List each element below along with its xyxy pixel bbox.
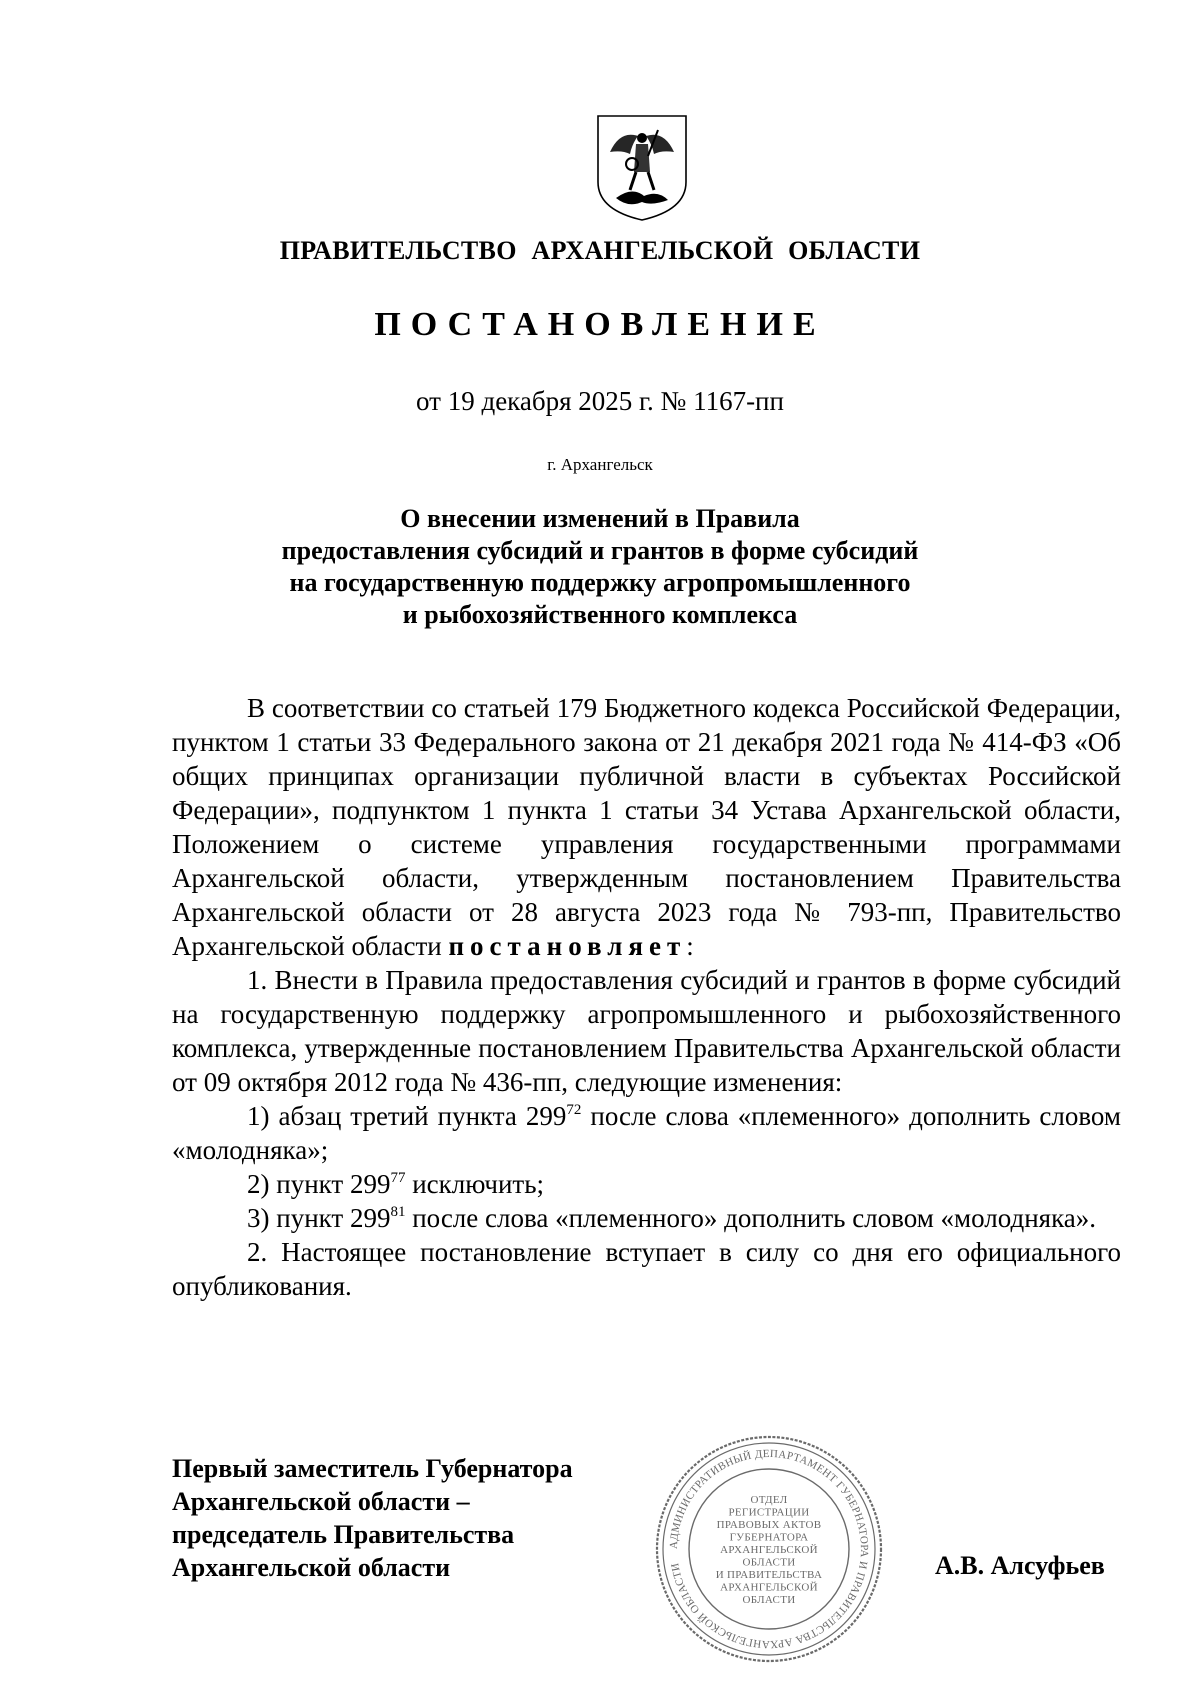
- subitem-3-rest: после слова «племенного» дополнить словом «молодняка».: [405, 1203, 1097, 1233]
- signatory-name: А.В. Алсуфьев: [935, 1551, 1105, 1580]
- subject-line: на государственную поддержку агропромышленного: [289, 568, 911, 597]
- subitem-1-superscript: 72: [566, 1102, 582, 1118]
- document-subject: [0, 503, 1200, 631]
- official-seal-stamp: [652, 1432, 886, 1666]
- subitem-3-superscript: 81: [390, 1204, 406, 1220]
- seal-center-line: АРХАНГЕЛЬСКОЙ: [720, 1581, 818, 1594]
- signatory-title-line: Архангельской области: [172, 1553, 451, 1582]
- resolves-colon: :: [686, 931, 694, 961]
- seal-center-text: [716, 1494, 823, 1606]
- signatory-title-line: председатель Правительства: [172, 1520, 515, 1549]
- subitem-1-paragraph: [172, 1099, 1121, 1167]
- seal-center-line: ОБЛАСТИ: [742, 1594, 796, 1606]
- document-date-number: от 19 декабря 2025 г. № 1167-пп: [416, 386, 784, 416]
- resolves-word: постановляет: [448, 931, 687, 961]
- preamble-paragraph: [172, 691, 1121, 963]
- preamble-text: В соответствии со статьей 179 Бюджетного кодекса Российской Федерации, пунктом 1 статьи 33 Федерального закона от 21 декабря 2021 года № 414-ФЗ «Об общих принципах организации публичной власти в субъектах Российской Федерации», подпунктом 1 пункта 1 статьи 34 Устава Архангельской области, Положением о системе управления государственными программами Архангельской области, утвержденным постановлением Правительства Архангельской области от 28 августа 2023 года № 793-пп, Правительство Архангельской области: [172, 693, 1121, 961]
- subject-line: предоставления субсидий и грантов в форме субсидий: [281, 536, 919, 565]
- seal-center-line: ГУБЕРНАТОРА: [729, 1531, 809, 1544]
- subitem-3-text: 3) пункт 299: [247, 1203, 391, 1233]
- subitem-2-paragraph: [172, 1167, 1121, 1201]
- subitem-2-text: 2) пункт 299: [247, 1169, 391, 1199]
- document-type: ПОСТАНОВЛЕНИЕ: [374, 306, 826, 343]
- seal-center-line: ОБЛАСТИ: [742, 1556, 796, 1569]
- signatory-title-line: Первый заместитель Губернатора: [172, 1454, 573, 1483]
- seal-center-line: АРХАНГЕЛЬСКОЙ: [720, 1544, 818, 1556]
- subitem-1-rest: после слова «племенного» дополнить словом «молодняка»;: [172, 1101, 1121, 1165]
- subitem-3-paragraph: [172, 1201, 1121, 1235]
- subject-line: и рыбохозяйственного комплекса: [402, 600, 798, 629]
- subitem-1-text: 1) абзац третий пункта 299: [247, 1101, 567, 1131]
- subitem-2-superscript: 77: [390, 1170, 406, 1186]
- organization-title: ПРАВИТЕЛЬСТВО АРХАНГЕЛЬСКОЙ ОБЛАСТИ: [279, 236, 921, 265]
- subitem-2-rest: исключить;: [405, 1169, 545, 1199]
- seal-center-line: И ПРАВИТЕЛЬСТВА: [715, 1569, 823, 1581]
- seal-center-line: ПРАВОВЫХ АКТОВ: [716, 1519, 822, 1531]
- seal-center-line: РЕГИСТРАЦИИ: [728, 1506, 810, 1519]
- coat-of-arms-icon: [592, 112, 692, 224]
- item-1-paragraph: 1. Внести в Правила предоставления субсидий и грантов в форме субсидий на государственную поддержку агропромышленного и рыбохозяйственного комплекса, утвержденные постановлением Правительства Архангельской области от 09 октября 2012 года № 436-пп, следующие изменения:: [172, 965, 1121, 1097]
- seal-ring-textpath: АДМИНИСТРАТИВНЫЙ ДЕПАРТАМЕНТ ГУБЕРНАТОРА И ПРАВИТЕЛЬСТВА АРХАНГЕЛЬСКОЙ ОБЛАСТИ: [667, 1447, 871, 1651]
- document-city: г. Архангельск: [547, 455, 653, 474]
- subject-line: О внесении изменений в Правила: [400, 504, 800, 533]
- signatory-title-line: Архангельской области –: [172, 1487, 470, 1516]
- seal-center-line: ОТДЕЛ: [750, 1494, 788, 1506]
- document-body: [172, 691, 1121, 1303]
- item-2-paragraph: 2. Настоящее постановление вступает в силу со дня его официального опубликования.: [172, 1237, 1121, 1301]
- signatory-title: [172, 1452, 573, 1584]
